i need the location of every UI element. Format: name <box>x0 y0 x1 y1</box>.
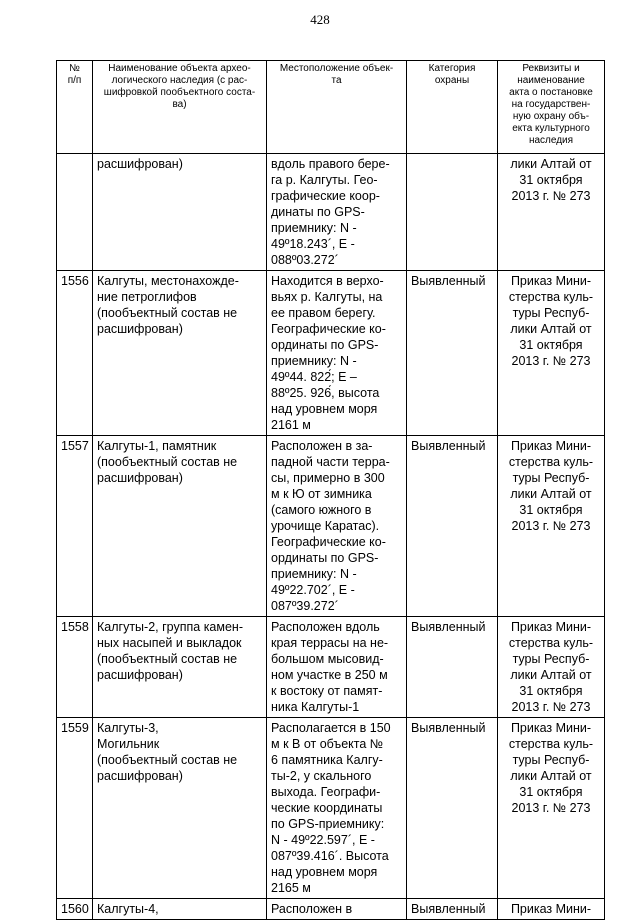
registration-act: Приказ Мини- <box>498 899 605 920</box>
header-category: Категория охраны <box>407 61 498 154</box>
registration-act: Приказ Мини- стерства куль- туры Респуб- лики Алтай от 31 октября 2013 г. № 273 <box>498 271 605 436</box>
object-name: Калгуты-4, <box>93 899 267 920</box>
row-number: 1556 <box>57 271 93 436</box>
object-name: Калгуты-2, группа камен- ных насыпей и выкладок (пообъектный состав не расшифрован) <box>93 617 267 718</box>
table-row <box>57 899 605 920</box>
object-name: расшифрован) <box>93 154 267 271</box>
header-act: Реквизиты и наименование акта о постановке на государствен- ную охрану объ- екта культурного наследия <box>498 61 605 154</box>
table-row <box>57 617 605 718</box>
table-row <box>57 154 605 271</box>
header-location: Местоположение объек- та <box>267 61 407 154</box>
row-number: 1558 <box>57 617 93 718</box>
object-location: вдоль правого бере- га р. Калгуты. Гео- графические коор- динаты по GPS- приемнику: N - 49º18.243´, E - 088º03.272´ <box>267 154 407 271</box>
registration-act: Приказ Мини- стерства куль- туры Респуб- лики Алтай от 31 октября 2013 г. № 273 <box>498 436 605 617</box>
page-number: 428 <box>310 12 330 27</box>
heritage-registry-table <box>56 60 605 920</box>
object-location: Расположен в за- падной части терра- сы, примерно в 300 м к Ю от зимника (самого южного в урочище Каратас). Географические ко- ординаты по GPS- приемнику: N - 49º22.702´, E - 087º39.272´ <box>267 436 407 617</box>
object-location: Расположен вдоль края террасы на не- большом мысовид- ном участке в 250 м к востоку от памят- ника Калгуты-1 <box>267 617 407 718</box>
table-row <box>57 271 605 436</box>
registration-act: Приказ Мини- стерства куль- туры Респуб- лики Алтай от 31 октября 2013 г. № 273 <box>498 718 605 899</box>
protection-category: Выявленный <box>407 271 498 436</box>
row-number: 1559 <box>57 718 93 899</box>
row-number <box>57 154 93 271</box>
registration-act: лики Алтай от 31 октября 2013 г. № 273 <box>498 154 605 271</box>
object-name: Калгуты-1, памятник (пообъектный состав не расшифрован) <box>93 436 267 617</box>
object-location: Находится в верхо- вьях р. Калгуты, на ее правом берегу. Географические ко- ординаты по GPS- приемнику: N - 49º44. 822́; E – 88º25. 926́, высота над уровнем моря 2161 м <box>267 271 407 436</box>
object-name: Калгуты-3, Могильник (пообъектный состав не расшифрован) <box>93 718 267 899</box>
protection-category: Выявленный <box>407 436 498 617</box>
header-name: Наименование объекта архео- логического наследия (с рас- шифровкой пообъектного соста- ва) <box>93 61 267 154</box>
protection-category: Выявленный <box>407 718 498 899</box>
header-num: № п/п <box>57 61 93 154</box>
object-name: Калгуты, местонахожде- ние петроглифов (пообъектный состав не расшифрован) <box>93 271 267 436</box>
protection-category <box>407 154 498 271</box>
registration-act: Приказ Мини- стерства куль- туры Респуб- лики Алтай от 31 октября 2013 г. № 273 <box>498 617 605 718</box>
table-header-row <box>57 61 605 154</box>
object-location: Располагается в 150 м к В от объекта № 6 памятника Калгу- ты-2, у скального выхода. Географи- ческие координаты по GPS-приемнику: N - 49º22.597´, E - 087º39.416´. Высота над уровнем моря 2165 м <box>267 718 407 899</box>
protection-category: Выявленный <box>407 617 498 718</box>
table-row <box>57 436 605 617</box>
object-location: Расположен в <box>267 899 407 920</box>
row-number: 1560 <box>57 899 93 920</box>
protection-category: Выявленный <box>407 899 498 920</box>
table-row <box>57 718 605 899</box>
row-number: 1557 <box>57 436 93 617</box>
